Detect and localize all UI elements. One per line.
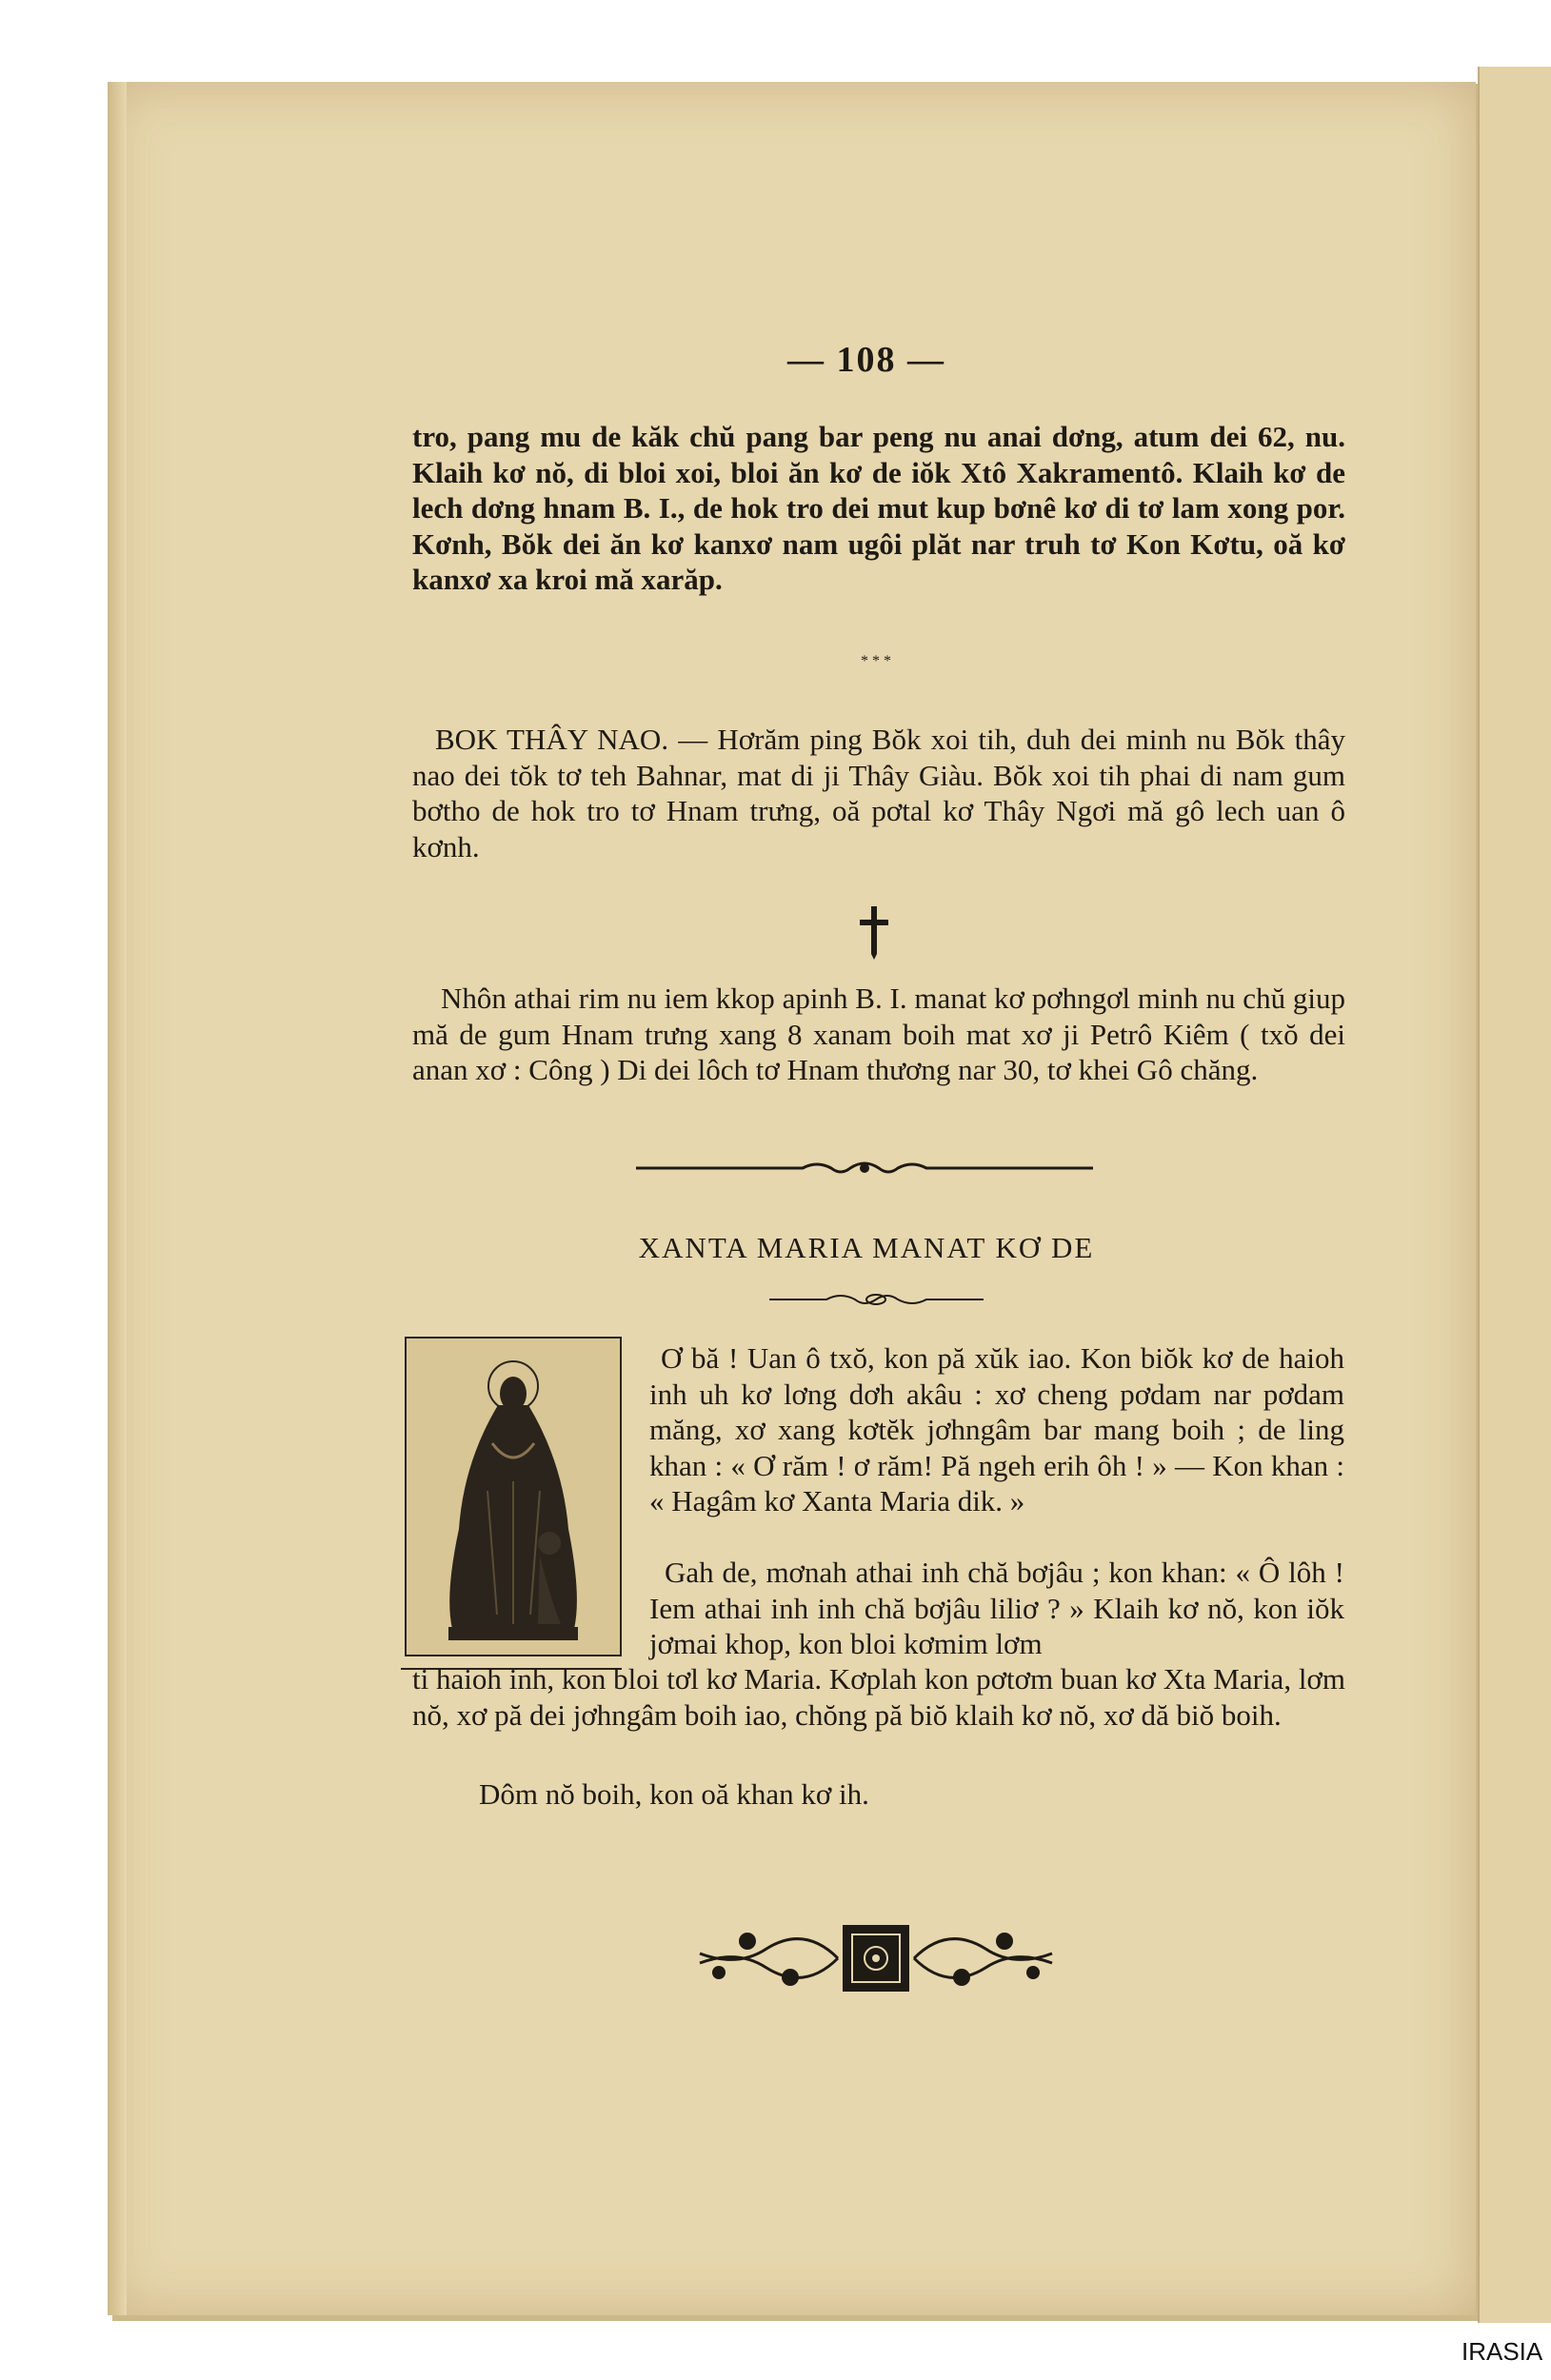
flourish-icon — [769, 1290, 984, 1309]
story-paragraph-2b: ti haioh inh, kon bloi tơl kơ Maria. Kơplah kon pơtơm buan kơ Xta Maria, lơm nŏ, xơ pă dei jơhngâm boih iao, chŏng pă biŏ klaih kơ nŏ, xơ dă biŏ boih. — [412, 1662, 1345, 1732]
cross-icon — [857, 904, 891, 962]
paragraph-3: Nhôn athai rim nu iem kkop apinh B. I. manat kơ pơhngơl minh nu chŭ giup mă de gum Hnam trưng xang 8 xanam boih mat xơ ji Petrô Kiêm ( txŏ dei anan xơ : Công ) Di dei lôch tơ Hnam thương nar 30, tơ khei Gô chăng. — [412, 982, 1345, 1086]
next-page-edge — [1478, 67, 1551, 2323]
separator-stars — [838, 655, 914, 668]
paragraph-1: tro, pang mu de kăk chŭ pang bar peng nu anai dơng, atum dei 62, nu. Klaih kơ nŏ, di bloi xoi, bloi ăn kơ de iŏk Xtô Xakramentô. Klaih kơ de lech dơng hnam B. I., de hok tro dei mut kup bơnê kơ di tơ lam xong por. Kơnh, Bŏk dei ăn kơ kanxơ nam ugôi plăt nar truh tơ Kon Kơtu, oă kơ kanxơ xa kroi mă xarăp. — [412, 420, 1345, 596]
page-number: — 108 — — [787, 340, 945, 380]
decorative-rule-icon — [636, 1157, 1093, 1180]
story-paragraph-3: Dôm nŏ boih, kon oă khan kơ ih. — [479, 1777, 869, 1811]
virgin-mary-engraving — [405, 1337, 622, 1656]
separator-stars-text: * * * — [861, 653, 891, 669]
story-paragraph-1: Ơ bă ! Uan ô txŏ, kon pă xŭk iao. Kon biŏk kơ de haioh inh uh kơ lơng dơh akâu : xơ cheng pơdam nar pơdam măng, xơ xang kơtĕk jơhngâm bar mang boih ; de ling khan : « Ơ răm ! ơ răm! Pă ngeh erih ôh ! » — Kon khan : « Hagâm kơ Xanta Maria dik. » — [649, 1341, 1344, 1517]
section-heading: XANTA MARIA MANAT KƠ DE — [638, 1231, 1095, 1264]
floral-ornament-icon — [690, 1920, 1062, 1996]
watermark-label: IRASIA — [1462, 2337, 1543, 2366]
image-caption: MARIAE — [487, 1637, 539, 1651]
madonna-figure-icon — [407, 1339, 620, 1655]
page-fold — [108, 82, 127, 2315]
paragraph-2: BOK THÂY NAO. — Hơrăm ping Bŏk xoi tih, duh dei minh nu Bŏk thây nao dei tŏk tơ teh Bahnar, mat di ji Thây Giàu. Bŏk xoi tih phai di nam gum bơtho de hok tro tơ Hnam trưng, oă pơtal kơ Thây Ngơi mă gô lech uan ô kơnh. — [412, 723, 1345, 863]
story-paragraph-2a: Gah de, mơnah athai inh chă bơjâu ; kon khan: « Ô lôh ! Iem athai inh inh chă bơjâu liliơ ? » Klaih kơ nŏ, kon iŏk jơmai khop, kon bloi kơmim lơm — [649, 1556, 1344, 1660]
